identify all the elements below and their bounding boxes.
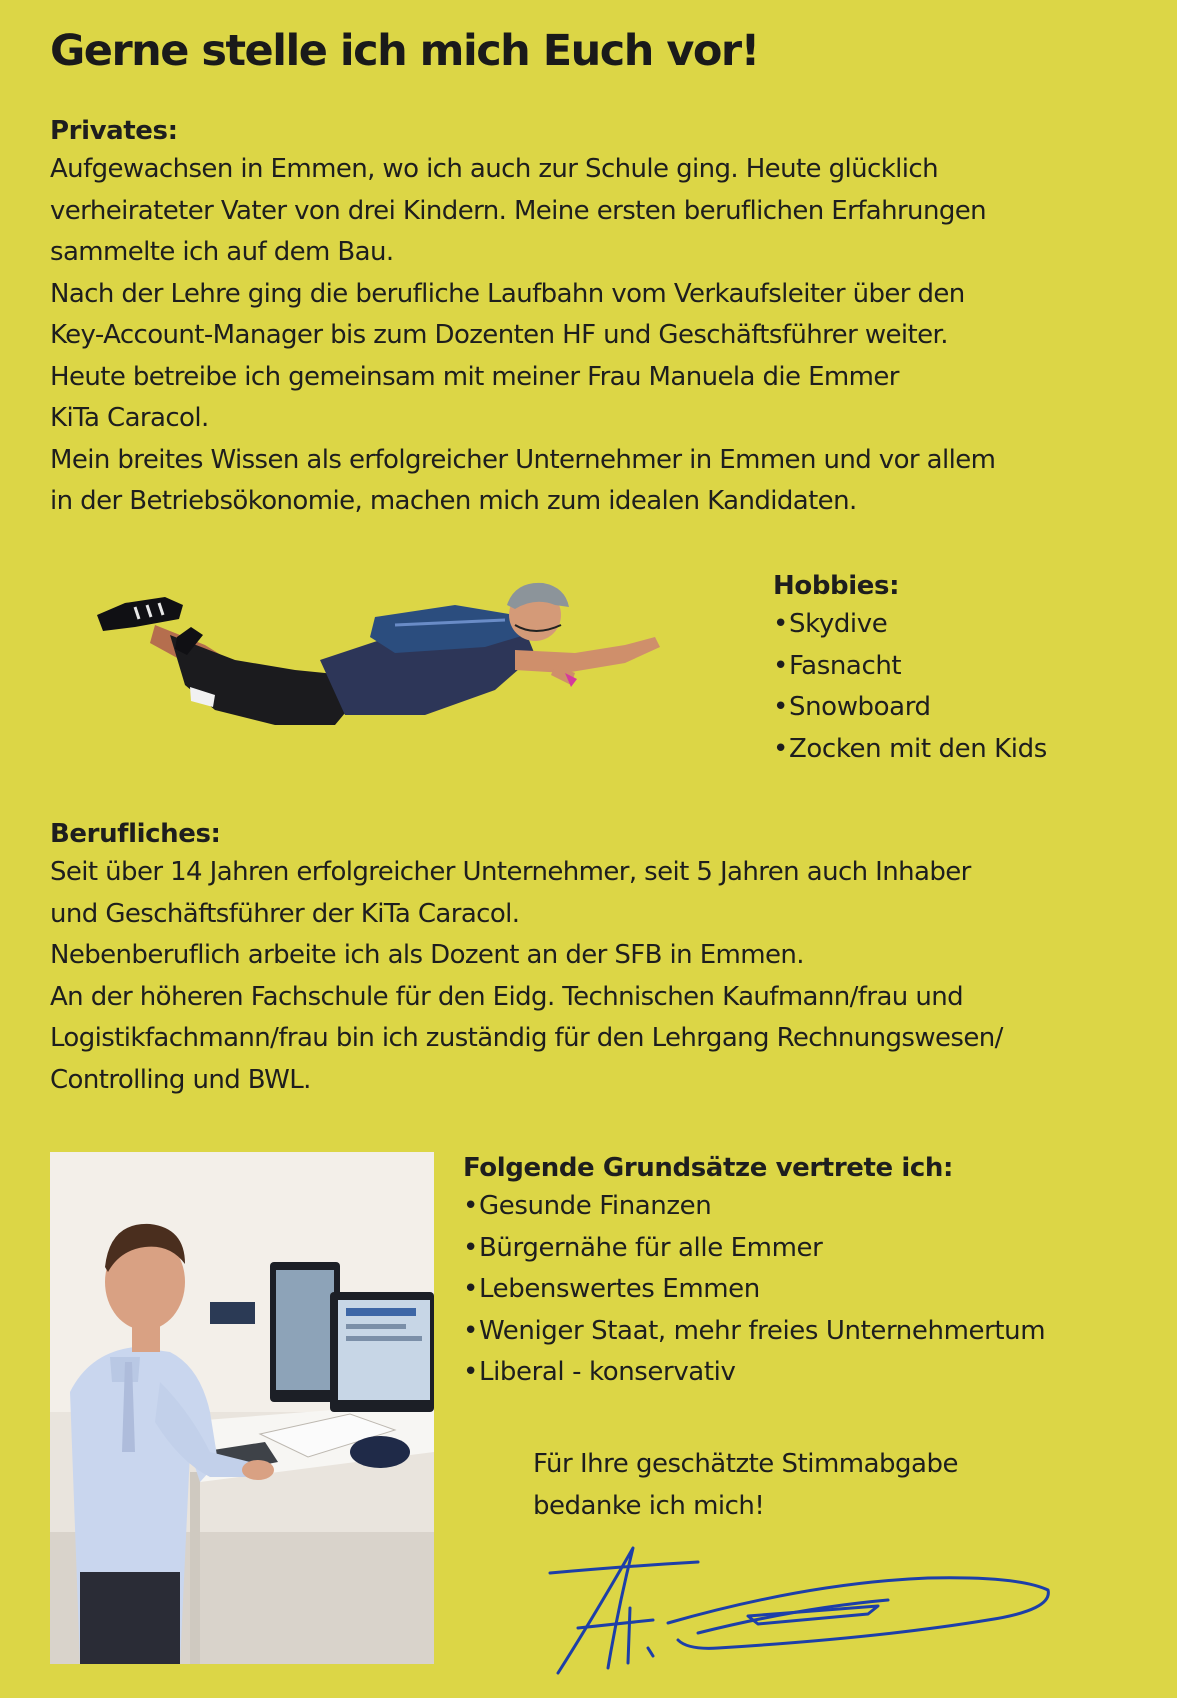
principle-item <box>463 1269 1045 1311</box>
privates-section <box>50 113 1150 523</box>
berufliches-line: Controlling und BWL. <box>50 1064 311 1095</box>
bullet: • <box>463 1232 478 1263</box>
privates-line: Nach der Lehre ging die berufliche Laufbahn vom Verkaufsleiter über den <box>50 278 965 309</box>
skydiver-photo <box>95 575 705 750</box>
hobby-item <box>773 646 1047 688</box>
berufliches-line: Logistikfachmann/frau bin ich zuständig für den Lehrgang Rechnungswesen/ <box>50 1023 1003 1053</box>
privates-text <box>50 149 1150 523</box>
privates-line: KiTa Caracol. <box>50 403 209 433</box>
candidate-photo <box>50 1152 434 1664</box>
bullet: • <box>773 692 788 722</box>
berufliches-heading: Berufliches: <box>50 819 221 849</box>
principle-label: Liberal - konservativ <box>479 1357 736 1387</box>
bullet: • <box>463 1274 478 1304</box>
principle-item <box>463 1311 1045 1353</box>
hobbies-list <box>773 604 1047 770</box>
berufliches-text <box>50 852 1160 1101</box>
page-title: Gerne stelle ich mich Euch vor! <box>50 26 759 76</box>
berufliches-line: An der höheren Fachschule für den Eidg. Technischen Kaufmann/frau und <box>50 981 963 1012</box>
principle-item <box>463 1186 1045 1228</box>
privates-line: Aufgewachsen in Emmen, wo ich auch zur Schule ging. Heute glücklich <box>50 154 938 184</box>
hobby-label: Fasnacht <box>789 650 902 681</box>
thanks-note <box>533 1444 958 1527</box>
principle-label: Weniger Staat, mehr freies Unternehmertum <box>479 1315 1046 1346</box>
principles-section <box>463 1150 1045 1394</box>
privates-heading: Privates: <box>50 116 178 146</box>
bullet: • <box>463 1191 478 1221</box>
privates-line: Mein breites Wissen als erfolgreicher Unternehmer in Emmen und vor allem <box>50 444 996 475</box>
principle-label: Gesunde Finanzen <box>479 1191 712 1221</box>
bullet: • <box>773 733 788 764</box>
bullet: • <box>773 650 788 681</box>
berufliches-line: Nebenberuflich arbeite ich als Dozent an der SFB in Emmen. <box>50 940 804 970</box>
hobbies-section <box>773 568 1047 770</box>
privates-line: Heute betreibe ich gemeinsam mit meiner Frau Manuela die Emmer <box>50 361 899 392</box>
principle-label: Bürgernähe für alle Emmer <box>479 1232 823 1263</box>
berufliches-line: und Geschäftsführer der KiTa Caracol. <box>50 898 520 929</box>
principle-label: Lebenswertes Emmen <box>479 1274 760 1304</box>
thanks-line: Für Ihre geschätzte Stimmabgabe <box>533 1449 958 1479</box>
privates-line: verheirateter Vater von drei Kindern. Meine ersten beruflichen Erfahrungen <box>50 195 986 226</box>
principle-item <box>463 1228 1045 1270</box>
principles-list <box>463 1186 1045 1394</box>
bullet: • <box>463 1315 478 1346</box>
hobby-item <box>773 729 1047 771</box>
berufliches-section <box>50 816 1160 1101</box>
privates-line: in der Betriebsökonomie, machen mich zum idealen Kandidaten. <box>50 486 857 516</box>
hobby-label: Snowboard <box>789 692 931 722</box>
privates-line: sammelte ich auf dem Bau. <box>50 237 394 267</box>
hobby-label: Skydive <box>789 609 888 639</box>
hobby-label: Zocken mit den Kids <box>789 733 1047 764</box>
thanks-line: bedanke ich mich! <box>533 1490 765 1521</box>
signature <box>548 1528 1098 1688</box>
bullet: • <box>463 1357 478 1387</box>
principles-heading: Folgende Grundsätze vertrete ich: <box>463 1153 954 1183</box>
hobby-item <box>773 604 1047 646</box>
hobbies-heading: Hobbies: <box>773 571 900 601</box>
principle-item <box>463 1352 1045 1394</box>
privates-line: Key-Account-Manager bis zum Dozenten HF und Geschäftsführer weiter. <box>50 320 948 350</box>
berufliches-line: Seit über 14 Jahren erfolgreicher Unternehmer, seit 5 Jahren auch Inhaber <box>50 857 971 887</box>
hobby-item <box>773 687 1047 729</box>
bullet: • <box>773 609 788 639</box>
